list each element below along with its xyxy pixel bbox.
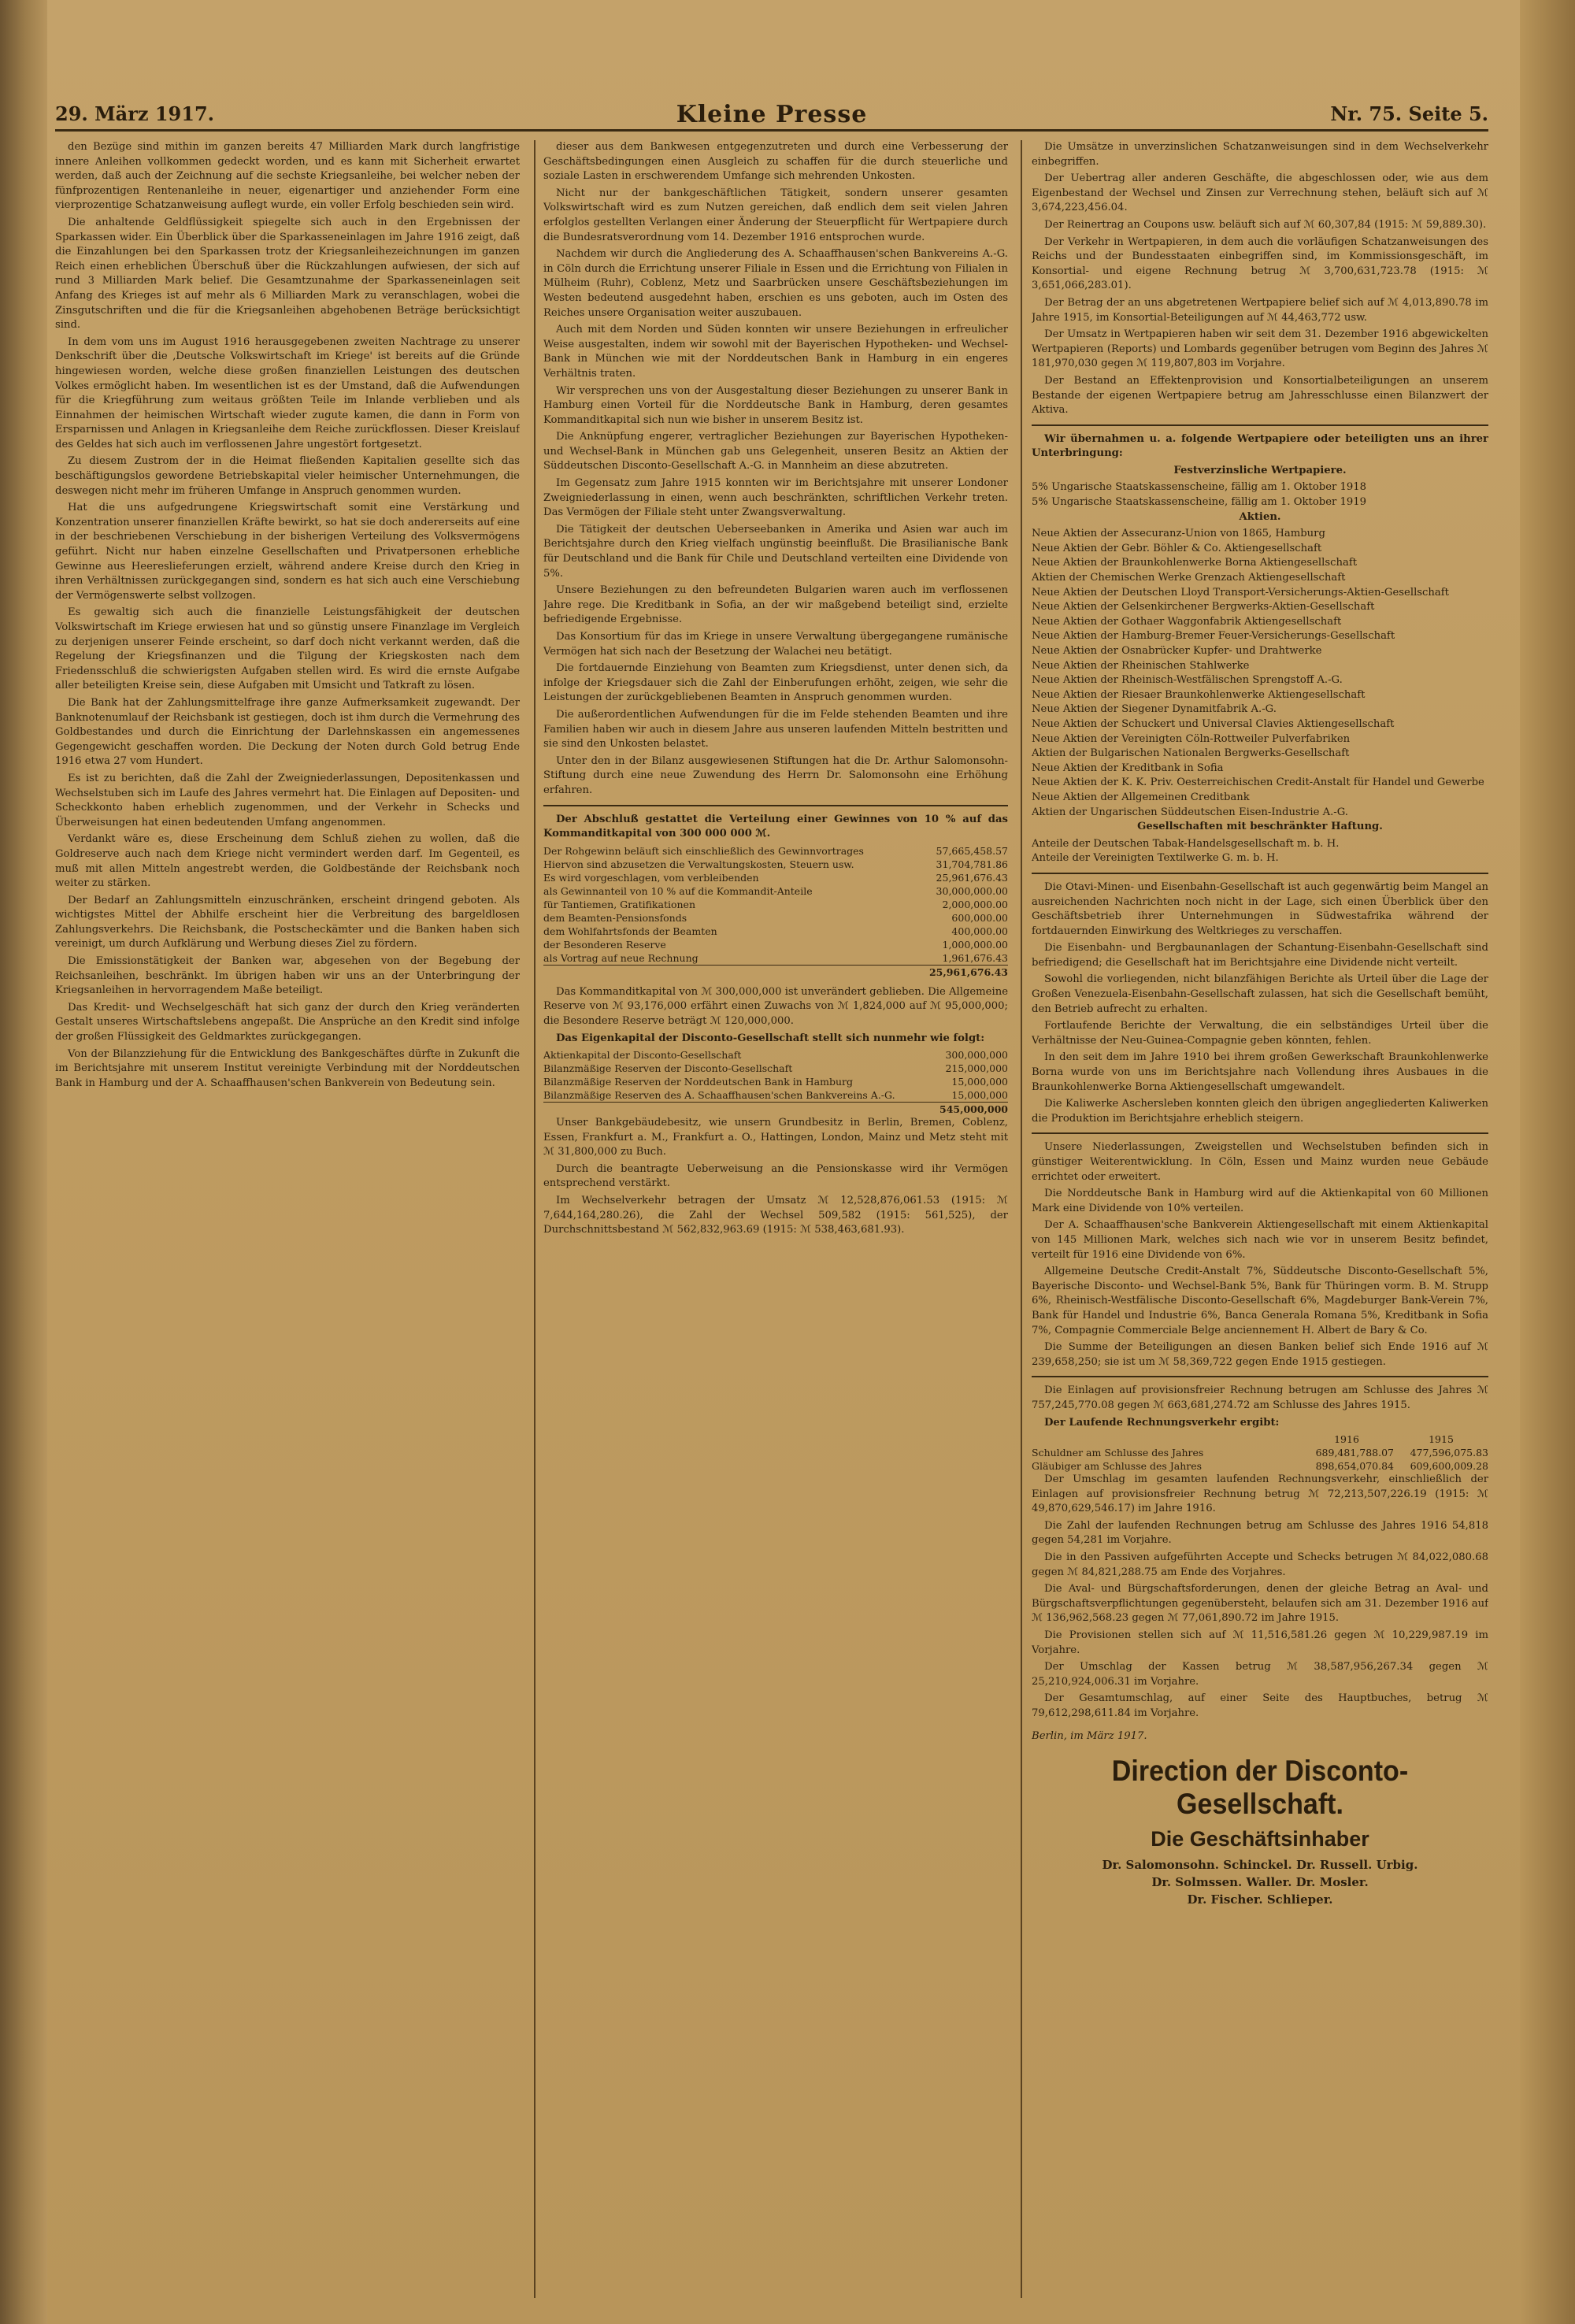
row-label: dem Wohlfahrtsfonds der Beamten	[543, 925, 717, 937]
list-item: Neue Aktien der Gelsenkirchener Bergwerks-Aktien-Gesellschaft	[1032, 601, 1375, 613]
equity-row	[543, 1062, 1008, 1075]
list-item: 5% Ungarische Staatskassenscheine, fällig am 1. Oktober 1918	[1032, 481, 1367, 494]
list-item: Neue Aktien der Assecuranz-Union von 1865, Hamburg	[1032, 528, 1325, 540]
divider	[1032, 1132, 1488, 1134]
paragraph: Die Bank hat der Zahlungsmittelfrage ihre ganze Aufmerksamkeit zugewandt. Der Banknotenumlauf der Reichsbank ist gestiegen, doch ist ihm durch die Vermehrung des Goldbestandes und durch die Einrichtung der Darlehnskassen ein angemessenes Gegengewicht geschaffen worden. Die Deckung der Noten durch Gold betrug Ende 1916 etwa 27 vom Hundert.	[55, 696, 520, 768]
row-label: der Besonderen Reserve	[543, 938, 666, 951]
statement-heading: Der Abschluß gestattet die Verteilung einer Gewinnes von 10 % auf das Kommanditkapital von 300 000 000 ℳ.	[543, 813, 1008, 840]
list-item: Aktien der Chemischen Werke Grenzach Aktiengesellschaft	[1032, 572, 1346, 584]
paragraph: Es gewaltig sich auch die finanzielle Leistungsfähigkeit der deutschen Volkswirtschaft im Kriege erwiesen hat und so günstig unsere Finanzlage im Vergleich zu derjenigen unserer Feinde erscheint, so darf doch nicht verkannt werden, daß die Regelung der Kriegsfinanzen und die Tilgung der Kriegskosten nach dem Friedensschluß die schwierigsten Aufgaben stellen wird. Es wird die ernste Aufgabe aller beteiligten Kreise sein, diese Aufgaben mit Umsicht und Tatkraft zu lösen.	[55, 606, 520, 692]
paragraph: Die Kaliwerke Aschersleben konnten gleich den übrigen angegliederten Kaliwerken die Produktion im Berichtsjahre erheblich steigern.	[1032, 1098, 1488, 1125]
paragraph: Der Bestand an Effektenprovision und Konsortialbeteiligungen an unserem Bestande der eigenen Wertpapiere betrug am Jahresschlusse einen Bilanzwert der Aktiva.	[1032, 374, 1488, 417]
paragraph: Das Kredit- und Wechselgeschäft hat sich ganz der durch den Krieg veränderten Gestalt unseres Wirtschaftslebens angepaßt. Die Ansprüche an den Kredit sind infolge der großen Flüssigkeit des Geldmarktes zurückgegangen.	[55, 1001, 520, 1043]
paragraph: Im Gegensatz zum Jahre 1915 konnten wir im Berichtsjahre mit unserer Londoner Zweigniederlassung in einen, wenn auch beschränkten, schriftlichen Verkehr treten. Das Vermögen der Filiale steht unter Zwangsverwaltung.	[543, 477, 1008, 519]
paragraph: Die Umsätze in unverzinslichen Schatzanweisungen sind in dem Wechselverkehr einbegriffen.	[1032, 141, 1488, 168]
paragraph: Die Norddeutsche Bank in Hamburg wird auf die Aktienkapital von 60 Millionen Mark eine Dividende von 10% verteilen.	[1032, 1188, 1488, 1214]
paragraph: Nicht nur der bankgeschäftlichen Tätigkeit, sondern unserer gesamten Volkswirtschaft wird es zum Nutzen gereichen, daß endlich dem seit vielen Jahren erfolglos gestellten Verlangen einer Änderung der Steuerpflicht für Wertpapiere durch die Bundesratsverordnung vom 14. Dezember 1916 entsprochen wurde.	[543, 187, 1008, 243]
paragraph: Allgemeine Deutsche Credit-Anstalt 7%, Süddeutsche Disconto-Gesellschaft 5%, Bayerische Disconto- und Wechsel-Bank 5%, Bank für Thüringen vorm. B. M. Strupp 6%, Rheinisch-Westfälische Disconto-Gesellschaft 6%, Magdeburger Bank-Verein 7%, Bank für Handel und Industrie 6%, Banca Generala Romana 5%, Kreditbank in Sofia 7%, Compagnie Commerciale Belge anciennement H. Albert de Bary & Co.	[1032, 1266, 1488, 1336]
column-2	[543, 140, 1008, 2314]
paragraph: Die Anknüpfung engerer, vertraglicher Beziehungen zur Bayerischen Hypotheken- und Wechsel-Bank in München gab uns Gelegenheit, unseren Besitz an Aktien der Süddeutschen Disconto-Gesellschaft A.-G. in Mannheim an diese abzutreten.	[543, 431, 1008, 473]
paragraph: Auch mit dem Norden und Süden konnten wir unsere Beziehungen in erfreulicher Weise ausgestalten, indem wir sowohl mit der Bayerischen Hypotheken- und Wechsel-Bank in München wie mit der Norddeutschen Bank in Hamburg in ein engeres Verhältnis traten.	[543, 324, 1008, 380]
row-label: Hiervon sind abzusetzen die Verwaltungskosten, Steuern usw.	[543, 858, 854, 870]
list-item: Neue Aktien der Gothaer Waggonfabrik Aktiengesellschaft	[1032, 615, 1342, 628]
row-label: als Vortrag auf neue Rechnung	[543, 951, 699, 964]
paragraph: Verdankt wäre es, diese Erscheinung dem Schluß ziehen zu wollen, daß die Goldreserve auch nach dem Kriege nicht vermindert werden darf. Im Gegenteil, es muß mit allen Mitteln angestrebt werden, die Goldbestände der Reichsbank noch weiter zu stärken.	[55, 833, 520, 890]
statement-row	[543, 938, 1008, 951]
value-1916: 689,481,788.07	[1315, 1447, 1394, 1459]
list-item: Neue Aktien der Osnabrücker Kupfer- und Drahtwerke	[1032, 645, 1322, 657]
paragraph: Die Zahl der laufenden Rechnungen betrug am Schlusse des Jahres 1916 54,818 gegen 54,281 im Vorjahre.	[1032, 1519, 1488, 1547]
total-value: 545,000,000	[939, 1103, 1008, 1116]
firm-name: Direction der Disconto-Gesellschaft.	[1111, 1755, 1409, 1821]
list-item: Neue Aktien der Rheinisch-Westfälischen Sprengstoff A.-G.	[1032, 674, 1343, 687]
row-value: 31,704,781.86	[936, 858, 1008, 870]
equity-row	[543, 1088, 1008, 1102]
paragraph: Wir versprechen uns von der Ausgestaltung dieser Beziehungen zu unserer Bank in Hamburg einen Vorteil für die Norddeutsche Bank in Hamburg, deren gesamtes Kommanditkapital sich nun wie bisher in unserem Besitz ist.	[543, 384, 1008, 426]
column-1	[55, 140, 520, 2314]
row-value: 2,000,000.00	[942, 898, 1008, 910]
section-heading: Aktien.	[1239, 510, 1281, 523]
statement-row	[543, 844, 1008, 858]
equity-total	[543, 1102, 1008, 1116]
row-value: 57,665,458.57	[936, 844, 1008, 857]
row-value: 215,000,000	[945, 1062, 1008, 1075]
paragraph: den Bezüge sind mithin im ganzen bereits 47 Milliarden Mark durch langfristige innere Anleihen vollkommen gedeckt worden, und es kann mit Sicherheit erwartet werden, daß auch der Zeichnung auf die sechste Kriegsanleihe, bei welcher neben der fünfprozentigen Rentenanleihe in neuer, eigenartiger und anziehender Form eine vierprozentige Schatzanweisung auflegt wurde, ein voller Erfolg beschieden sein wird.	[55, 141, 520, 212]
row-label: Bilanzmäßige Reserven des A. Schaaffhausen'schen Bankvereins A.-G.	[543, 1089, 895, 1102]
paragraph: Durch die beantragte Ueberweisung an die Pensionskasse wird ihr Vermögen entsprechend verstärkt.	[543, 1162, 1008, 1190]
current-account-row	[1032, 1446, 1488, 1459]
row-label: dem Beamten-Pensionsfonds	[543, 911, 687, 924]
list-item: Neue Aktien der Schuckert und Universal Clavies Aktiengesellschaft	[1032, 717, 1395, 730]
paragraph: Unser Bankgebäudebesitz, wie unsern Grundbesitz in Berlin, Bremen, Coblenz, Essen, Frankfurt a. M., Frankfurt a. O., Hattingen, London, Mainz und Metz steht mit ℳ 31,800,000 zu Buch.	[543, 1117, 1008, 1158]
paragraph: Die Aval- und Bürgschaftsforderungen, denen der gleiche Betrag an Aval- und Bürgschaftsverpflichtungen gegenübersteht, belaufen sich am 31. Dezember 1916 auf ℳ 136,962,568.23 gegen ℳ 77,061,890.72 im Jahre 1915.	[1032, 1583, 1488, 1625]
statement-row	[543, 951, 1008, 965]
masthead-title: Kleine Presse	[676, 101, 868, 128]
list-item: 5% Ungarische Staatskassenscheine, fällig am 1. Oktober 1919	[1032, 496, 1367, 509]
row-label: Es wird vorgeschlagen, vom verbleibenden	[543, 871, 759, 884]
paragraph: Die Tätigkeit der deutschen Ueberseebanken in Amerika und Asien war auch im Berichtsjahre durch den Krieg vielfach ungünstig beeinflußt. Die Brasilianische Bank für Deutschland und die Bank für Chile und Deutschland verteilten eine Dividende von 5%.	[543, 523, 1008, 580]
shares-list	[1032, 527, 1488, 820]
list-item: Neue Aktien der Kreditbank in Sofia	[1032, 762, 1224, 774]
current-account-header	[1032, 1433, 1488, 1446]
paragraph: Das Konsortium für das im Kriege in unsere Verwaltung übergegangene rumänische Vermögen hat sich nach der Besetzung der Walachei neu betätigt.	[543, 631, 1008, 658]
paragraph: Der A. Schaaffhausen'sche Bankverein Aktiengesellschaft mit einem Aktienkapital von 145 Millionen Mark, welches sich nach wie vor in unserem Besitz befindet, verteilt für 1916 eine Dividende von 6%.	[1032, 1219, 1488, 1261]
list-item: Anteile der Vereinigten Textilwerke G. m. b. H.	[1032, 852, 1279, 865]
paragraph: Das Kommanditkapital von ℳ 300,000,000 ist unverändert geblieben. Die Allgemeine Reserve von ℳ 93,176,000 erfährt einen Zuwachs von ℳ 1,824,000 auf ℳ 95,000,000; die Besondere Reserve beträgt ℳ 120,000,000.	[543, 985, 1008, 1027]
value-1915: 609,600,009.28	[1410, 1460, 1488, 1473]
profit-statement	[543, 813, 1008, 979]
row-value: 1,000,000.00	[942, 938, 1008, 951]
divider	[543, 805, 1008, 806]
divider	[1032, 873, 1488, 874]
paragraph: In den seit dem im Jahre 1910 bei ihrem großen Gewerkschaft Braunkohlenwerke Borna wurde von uns im Berichtsjahre nach Vollendung ihres Ausbaues in die Braunkohlenwerke Borna Aktiengesellschaft umgewandelt.	[1032, 1051, 1488, 1093]
statement-row	[543, 925, 1008, 938]
list-item: Anteile der Deutschen Tabak-Handelsgesellschaft m. b. H.	[1032, 837, 1340, 850]
section-heading: Festverzinsliche Wertpapiere.	[1173, 464, 1347, 476]
row-value: 30,000,000.00	[936, 884, 1008, 897]
signoff	[1032, 1729, 1488, 1909]
issue-date: 29. März 1917.	[55, 102, 215, 125]
list-item: Aktien der Ungarischen Süddeutschen Eisen-Industrie A.-G.	[1032, 806, 1348, 818]
row-value: 1,961,676.43	[942, 951, 1008, 964]
list-item: Neue Aktien der K. K. Priv. Oesterreichischen Credit-Anstalt für Handel und Gewerbe	[1032, 777, 1484, 789]
statement-row	[543, 898, 1008, 911]
paragraph: Die Einlagen auf provisionsfreier Rechnung betrugen am Schlusse des Jahres ℳ 757,245,770.08 gegen ℳ 663,681,274.72 am Schlusse des Jahres 1915.	[1032, 1384, 1488, 1411]
paragraph: Der Uebertrag aller anderen Geschäfte, die abgeschlossen oder, wie aus dem Eigenbestand der Wechsel und Zinsen zur Verrechnung stehen, beläuft sich auf ℳ 3,674,223,456.04.	[1032, 172, 1488, 214]
page-number: Nr. 75. Seite 5.	[1330, 102, 1488, 125]
paragraph: Die außerordentlichen Aufwendungen für die im Felde stehenden Beamten und ihre Familien haben wir auch in diesem Jahre aus unseren laufenden Mitteln bestritten und sie sind den Unkosten belastet.	[543, 708, 1008, 751]
signoff-place-date: Berlin, im März 1917.	[1032, 1729, 1147, 1742]
row-label: Der Rohgewinn beläuft sich einschließlich des Gewinnvortrages	[543, 844, 864, 857]
row-label: Schuldner am Schlusse des Jahres	[1032, 1447, 1204, 1459]
row-value: 15,000,000	[951, 1076, 1008, 1088]
paragraph: Die Eisenbahn- und Bergbaunanlagen der Schantung-Eisenbahn-Gesellschaft sind befriedigend; die Gesellschaft hat im Berichtsjahre eine Dividende nicht verteilt.	[1032, 942, 1488, 969]
row-label: Aktienkapital der Disconto-Gesellschaft	[543, 1049, 742, 1062]
row-label: Bilanzmäßige Reserven der Norddeutschen Bank in Hamburg	[543, 1076, 854, 1088]
list-item: Neue Aktien der Gebr. Böhler & Co. Aktiengesellschaft	[1032, 542, 1322, 554]
firm-subtitle: Die Geschäftsinhaber	[1151, 1827, 1369, 1851]
current-account-heading: Der Laufende Rechnungsverkehr ergibt:	[1044, 1416, 1280, 1429]
paragraph: Von der Bilanzziehung für die Entwicklung des Bankgeschäftes dürfte in Zukunft die im Berichtsjahre mit unserem Institut vereinigte Verbindung mit der Norddeutschen Bank in Hamburg und der A. Schaaffhausen'schen Bankverein von Bedeutung sein.	[55, 1047, 520, 1089]
paragraph: Der Verkehr in Wertpapieren, in dem auch die vorläufigen Schatzanweisungen des Reichs und der Bundesstaaten einbegriffen sind, im Kommissionsgeschäft, im Konsortial- und eigene Rechnung betrug ℳ 3,700,631,723.78 (1915: ℳ 3,651,066,283.01).	[1032, 235, 1488, 292]
column-3	[1032, 140, 1488, 2314]
page-header	[55, 101, 1488, 132]
statement-row	[543, 871, 1008, 884]
list-item: Neue Aktien der Deutschen Lloyd Transport-Versicherungs-Aktien-Gesellschaft	[1032, 586, 1449, 599]
row-label: Bilanzmäßige Reserven der Disconto-Gesellschaft	[543, 1062, 793, 1075]
row-value: 400,000.00	[951, 925, 1008, 937]
list-item: Neue Aktien der Allgemeinen Creditbank	[1032, 791, 1250, 803]
list-item: Neue Aktien der Hamburg-Bremer Feuer-Versicherungs-Gesellschaft	[1032, 630, 1395, 643]
paragraph: Der Betrag der an uns abgetretenen Wertpapiere belief sich auf ℳ 4,013,890.78 im Jahre 1915, im Konsortial-Beteiligungen auf ℳ 44,463,772 usw.	[1032, 296, 1488, 324]
column-rule	[534, 140, 536, 2298]
list-item: Neue Aktien der Rheinischen Stahlwerke	[1032, 659, 1250, 672]
list-item: Neue Aktien der Vereinigten Cöln-Rottweiler Pulverfabriken	[1032, 732, 1351, 745]
paragraph: Die Provisionen stellen sich auf ℳ 11,516,581.26 gegen ℳ 10,229,987.19 im Vorjahre.	[1032, 1629, 1488, 1656]
paragraph: Im Wechselverkehr betragen der Umsatz ℳ 12,528,876,061.53 (1915: ℳ 7,644,164,280.26), die Zahl der Wechsel 509,582 (1915: 561,525), der Durchschnittsbestand ℳ 562,832,963.69 (1915: ℳ 538,463,681.93).	[543, 1195, 1008, 1236]
paragraph: Nachdem wir durch die Angliederung des A. Schaaffhausen'schen Bankvereins A.-G. in Cöln durch die Errichtung unserer Filiale in Essen und die Errichtung von Filialen in Mülheim (Ruhr), Coblenz, Metz und Saarbrücken unsere Geschäftsbeziehungen im Westen bedeutend ausgedehnt haben, erschien es uns geboten, auch im Osten des Reiches unsere Organisation weiter auszubauen.	[543, 248, 1008, 319]
divider	[1032, 1376, 1488, 1377]
list-item: Aktien der Bulgarischen Nationalen Bergwerks-Gesellschaft	[1032, 747, 1350, 760]
year-1916: 1916	[1334, 1433, 1359, 1446]
statement-row	[543, 884, 1008, 898]
paragraph: Die Emissionstätigkeit der Banken war, abgesehen von der Begebung der Reichsanleihen, beschränkt. Im übrigen haben wir uns an der Unterbringung der Kriegsanleihen in hervorragendem Maße beteiligt.	[55, 955, 520, 997]
paragraph: Der Bedarf an Zahlungsmitteln einzuschränken, erscheint dringend geboten. Als wichtigstes Mittel der Abhilfe erscheint hier die Verbreitung des bargeldlosen Zahlungsverkehrs. Die Reichsbank, die Postscheckämter und die Banken haben sich vereinigt, um durch Aufklärung und Werbung dieses Ziel zu fördern.	[55, 894, 520, 951]
statement-row	[543, 911, 1008, 925]
list-item: Neue Aktien der Riesaer Braunkohlenwerke Aktiengesellschaft	[1032, 688, 1366, 701]
paragraph: Die Summe der Beteiligungen an diesen Banken belief sich Ende 1916 auf ℳ 239,658,250; sie ist um ℳ 58,369,722 gegen Ende 1915 gestiegen.	[1032, 1341, 1488, 1368]
paragraph: Zu diesem Zustrom der in die Heimat fließenden Kapitalien gesellte sich das beschäftigungslos gewordene Betriebskapital vieler heimischer Unternehmungen, die deswegen nicht mehr im früheren Umfange in Anspruch genommen wurden.	[55, 455, 520, 497]
paragraph: Der Umschlag der Kassen betrug ℳ 38,587,956,267.34 gegen ℳ 25,210,924,006.31 im Vorjahre.	[1032, 1661, 1488, 1688]
statement-row	[543, 858, 1008, 871]
row-label: für Tantiemen, Gratifikationen	[543, 898, 696, 910]
page-edge-shadow	[1520, 0, 1575, 2324]
row-value: 600,000.00	[951, 911, 1008, 924]
divider	[1032, 424, 1488, 426]
statement-heading: Das Eigenkapital der Disconto-Gesellschaft stellt sich nunmehr wie folgt:	[556, 1032, 985, 1044]
paragraph: Unsere Beziehungen zu den befreundeten Bulgarien waren auch im verflossenen Jahre rege. Die Kreditbank in Sofia, an der wir maßgebend beteiligt sind, erzielte befriedigende Ergebnisse.	[543, 584, 1008, 626]
securities-list	[1032, 480, 1488, 510]
paragraph: Die fortdauernde Einziehung von Beamten zum Kriegsdienst, unter denen sich, da infolge der Kriegsdauer sich die Zahl der Einberufungen erhöht, zeigen, wie sehr die Leistungen der zurückgebliebenen Beamten in Anspruch genommen wurden.	[543, 662, 1008, 704]
signatories-line-3: Dr. Fischer. Schlieper.	[1187, 1892, 1333, 1907]
current-account-row	[1032, 1459, 1488, 1473]
paragraph: Die in den Passiven aufgeführten Accepte und Schecks betrugen ℳ 84,022,080.68 gegen ℳ 84,821,288.75 am Ende des Vorjahres.	[1032, 1551, 1488, 1578]
participations-heading: Wir übernahmen u. a. folgende Wertpapiere oder beteiligten uns an ihrer Unterbringung:	[1032, 432, 1488, 460]
paragraph: Unter den in der Bilanz ausgewiesenen Stiftungen hat die Dr. Arthur Salomonsohn-Stiftung durch eine neue Zuwendung des Herrn Dr. Salomonsohn eine Erhöhung erfahren.	[543, 754, 1008, 796]
row-label: als Gewinnanteil von 10 % auf die Kommandit-Anteile	[543, 884, 813, 897]
section-heading: Gesellschaften mit beschränkter Haftung.	[1137, 821, 1383, 833]
paragraph: Der Gesamtumschlag, auf einer Seite des Hauptbuches, betrug ℳ 79,612,298,611.84 im Vorjahre.	[1032, 1692, 1488, 1719]
list-item: Neue Aktien der Siegener Dynamitfabrik A.-G.	[1032, 703, 1277, 716]
paragraph: Sowohl die vorliegenden, nicht bilanzfähigen Berichte als Urteil über die Lage der Großen Venezuela-Eisenbahn-Gesellschaft zulassen, hat sich die Gesellschaft bemüht, den Betrieb aufrecht zu erhalten.	[1032, 973, 1488, 1015]
row-value: 25,961,676.43	[936, 871, 1008, 884]
value-1916: 898,654,070.84	[1315, 1460, 1394, 1473]
column-rule	[1021, 140, 1022, 2298]
value-1915: 477,596,075.83	[1410, 1447, 1488, 1459]
signatories-line-1: Dr. Salomonsohn. Schinckel. Dr. Russell. Urbig.	[1102, 1858, 1418, 1873]
paragraph: Es ist zu berichten, daß die Zahl der Zweigniederlassungen, Depositenkassen und Wechselstuben sich im Laufe des Jahres vermehrt hat. Die Einlagen auf Depositen- und Scheckkonto haben erheblich zugenommen, und der Verkehr in Schecks und Überweisungen hat einen bedeutenden Umfang angenommen.	[55, 772, 520, 828]
row-value: 300,000,000	[945, 1049, 1008, 1062]
paragraph: In dem vom uns im August 1916 herausgegebenen zweiten Nachtrage zu unserer Denkschrift über die ‚Deutsche Volkswirtschaft im Kriege' ist bereits auf die Gründe hingewiesen worden, welche diese großen finanziellen Leistungen des deutschen Volkes ermöglicht haben. Im wesentlichen ist es der Umstand, daß die Aufwendungen für die Kriegführung zum weitaus größten Teile im Inlande verblieben und als Einnahmen der heimischen Wirtschaft wieder zugute kamen, die dann in Form von Ersparnissen und Anlagen in Kriegsanleihe dem Reiche zurückflossen. Dieser Kreislauf des Geldes hat sich auch im verflossenen Jahre ungestört fortgesetzt.	[55, 335, 520, 450]
gmbh-list	[1032, 837, 1488, 866]
row-value: 15,000,000	[951, 1089, 1008, 1102]
paragraph: Unsere Niederlassungen, Zweigstellen und Wechselstuben befinden sich in günstiger Weiterentwicklung. In Cöln, Essen und Mainz wurden neue Gebäude errichtet oder erweitert.	[1032, 1141, 1488, 1183]
paragraph: Die anhaltende Geldflüssigkeit spiegelte sich auch in den Ergebnissen der Sparkassen wider. Ein Überblick über die Sparkasseneinlagen im Jahre 1916 zeigt, daß die Einzahlungen bei den Sparkassen trotz der Kriegsanleihezeichnungen im ganzen Reich einen erheblichen Überschuß über die Rückzahlungen aufwiesen, der sich auf rund 3 Milliarden Mark belief. Die Gesamtzunahme der Sparkasseneinlagen seit Anfang des Krieges ist auf mehr als 6 Milliarden Mark zu veranschlagen, wobei die Zinsgutschriften und die für die Kriegsanleihen abgehobenen Beträge berücksichtigt sind.	[55, 216, 520, 332]
statement-total	[543, 965, 1008, 979]
paragraph: Fortlaufende Berichte der Verwaltung, die ein selbständiges Urteil über die Verhältnisse der Neu-Guinea-Compagnie geben könnten, fehlen.	[1032, 1020, 1488, 1047]
year-1915: 1915	[1429, 1433, 1454, 1446]
total-value: 25,961,676.43	[928, 966, 1008, 978]
book-spine	[0, 0, 47, 2324]
paragraph: Der Umsatz in Wertpapieren haben wir seit dem 31. Dezember 1916 abgewickelten Wertpapieren (Reports) und Lombards gegenüber betrugen vom Beginn des Jahres ℳ 181,970,030 gegen ℳ 119,807,803 im Vorjahre.	[1032, 328, 1488, 370]
list-item: Neue Aktien der Braunkohlenwerke Borna Aktiengesellschaft	[1032, 557, 1358, 569]
paragraph: Der Reinertrag an Coupons usw. beläuft sich auf ℳ 60,307,84 (1915: ℳ 59,889.30).	[1044, 218, 1487, 231]
paragraph: Der Umschlag im gesamten laufenden Rechnungsverkehr, einschließlich der Einlagen auf provisionsfreier Rechnung betrug ℳ 72,213,507,226.19 (1915: ℳ 49,870,629,546.17) im Jahre 1916.	[1032, 1473, 1488, 1515]
paragraph: Hat die uns aufgedrungene Kriegswirtschaft somit eine Verstärkung und Konzentration unserer finanziellen Kräfte bewirkt, so hat sie doch andererseits auf eine in der beschriebenen Verschiebung in der bisherigen Verteilung des Volksvermögens geführt. Nicht nur haben einzelne Gesellschaften und Privatpersonen erhebliche Gewinne aus Heereslieferungen erzielt, während andere Kreise durch den Krieg in ihren Verhältnissen zurückgegangen sind, sondern es hat sich auch eine Verschiebung der Vermögenswerte selbst vollzogen.	[55, 502, 520, 602]
equity-row	[543, 1075, 1008, 1088]
paragraph: dieser aus dem Bankwesen entgegenzutreten und durch eine Verbesserung der Geschäftsbedingungen einen Ausgleich zu schaffen für die durch steuerliche und soziale Lasten in erschwerendem Umfange sich mehrenden Unkosten.	[543, 141, 1008, 183]
equity-row	[543, 1048, 1008, 1062]
signatories-line-2: Dr. Solmssen. Waller. Dr. Mosler.	[1151, 1875, 1369, 1890]
paragraph: Die Otavi-Minen- und Eisenbahn-Gesellschaft ist auch gegenwärtig beim Mangel an ausreichenden Nachrichten noch nicht in der Lage, sich einen Überblick über den Geschäftsbetrieb ihrer Unternehmungen in Südwestafrika während der fortdauernden Einwirkung des Weltkrieges zu verschaffen.	[1032, 880, 1488, 937]
row-label: Gläubiger am Schlusse des Jahres	[1032, 1460, 1203, 1473]
